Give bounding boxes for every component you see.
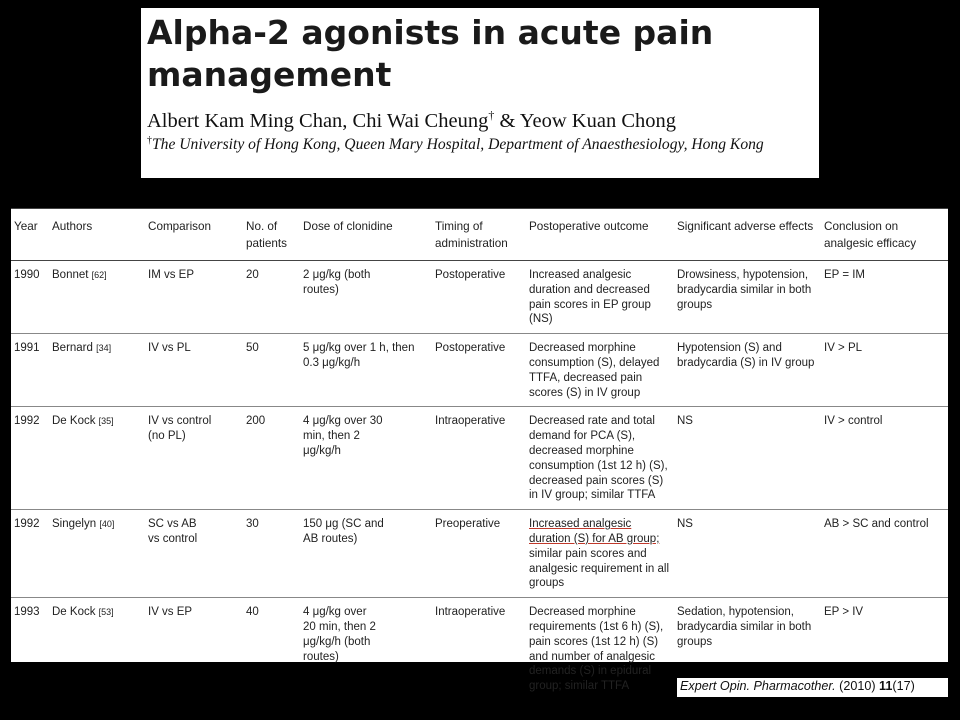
cell-year: 1993 [14,606,40,619]
outcome-text: Decreased morphine requirements (1st 6 h) (S), pain scores (1st 12 h) (S) and number of analgesic demands (S) in epidural group; similar TTFA [529,606,664,693]
cell-adverse: Drowsiness, hypotension, bradycardia similar in both groups [677,269,812,311]
cell-year: 1991 [14,342,40,355]
study-table [11,208,948,700]
cell-patients: 40 [246,606,259,619]
cell-adverse: NS [677,518,693,531]
cell-conclusion: EP > IV [824,606,864,619]
cell-timing: Intraoperative [435,415,506,428]
cell-comparison [145,510,243,598]
cell-patients: 50 [246,342,259,355]
column-header: No. of patients [246,220,287,250]
cell-adverse: Hypotension (S) and bradycardia (S) in IV group [677,342,815,369]
cell-outcome [526,510,674,598]
comparison-text: IV vs control (no PL) [148,415,212,443]
cell-dose [300,261,432,334]
column-header: Authors [52,220,93,233]
table-row [11,261,948,334]
cell-adverse: Sedation, hypotension, bradycardia similar in both groups [677,606,812,648]
cell-year: 1992 [14,518,40,531]
cell-dose [300,407,432,510]
cell-comparison: IM vs EP [148,269,195,281]
cell-timing: Preoperative [435,518,501,531]
paper-title: Alpha-2 agonists in acute pain management [147,13,714,94]
outcome-text: Decreased rate and total demand for PCA (S), decreased morphine consumption (1st 12 h) (S), decreased pain scores (S) in IV group; similar TTFA [529,415,668,502]
cell-outcome [526,261,674,334]
cell-authors [49,407,145,510]
citation-issue: (17) [892,679,915,693]
authors-tail: & Yeow Kuan Chong [494,109,676,132]
cell-year: 1992 [14,415,40,428]
column-header: Comparison [148,220,212,233]
column-header: Conclusion on analgesic efficacy [824,220,917,250]
cell-outcome [526,407,674,510]
dose-text: 150 μg (SC and AB routes) [303,518,384,545]
dose-text: 2 μg/kg (both routes) [303,269,371,296]
outcome-text: Increased analgesic duration and decreased pain scores in EP group (NS) [529,269,651,326]
column-header: Timing of administration [435,220,508,250]
dose-text: 4 μg/kg over 30 min, then 2 μg/kg/h [303,415,383,457]
table-row [11,510,948,598]
cell-authors [49,598,145,700]
author-name: Bonnet [52,269,89,281]
comparison-text: SC vs AB vs control [148,518,198,545]
cell-comparison [145,407,243,510]
journal-name: Expert Opin. Pharmacother. [680,679,836,693]
column-header: Dose of clonidine [303,220,393,233]
reference: [35] [98,416,114,427]
outcome-text: Decreased morphine consumption (S), delayed TTFA, decreased pain scores (S) in IV group [529,342,660,399]
authors-text: Albert Kam Ming Chan, Chi Wai Cheung [147,109,489,132]
cell-adverse: NS [677,415,693,428]
author-name: Singelyn [52,518,97,531]
outcome-highlight: Increased analgesic duration (S) for AB group; [529,518,660,545]
cell-dose [300,510,432,598]
journal-citation [677,678,948,697]
cell-patients: 30 [246,518,259,531]
cell-patients: 200 [246,415,266,428]
dose-text: 4 μg/kg over 20 min, then 2 μg/kg/h (both routes) [303,606,376,663]
cell-authors [49,334,145,407]
author-name: De Kock [52,606,96,619]
affiliation-text: The University of Hong Kong, Queen Mary Hospital, Department of Anaesthesiology, Hong Kong [152,136,764,154]
column-header: Year [14,220,38,233]
author-name: De Kock [52,415,96,428]
reference: [53] [98,607,114,618]
affiliation-mark: † [147,134,152,146]
cell-dose [300,598,432,700]
author-mark: † [488,108,495,122]
cell-conclusion: IV > control [824,415,883,428]
cell-outcome [526,334,674,407]
cell-conclusion: EP = IM [824,269,866,281]
paper-authors [147,108,819,133]
cell-timing: Postoperative [435,342,506,355]
table-header-row [11,209,948,261]
cell-timing: Postoperative [435,269,506,281]
cell-timing: Intraoperative [435,606,506,619]
paper-header [141,8,819,178]
cell-year: 1990 [14,269,40,281]
citation-year: (2010) [839,679,876,693]
reference: [62] [91,270,107,280]
cell-dose: 5 μg/kg over 1 h, then 0.3 μg/kg/h [303,342,415,369]
outcome-text: similar pain scores and analgesic requirement in all groups [529,547,669,590]
cell-comparison: IV vs EP [148,606,193,619]
cell-conclusion: AB > SC and control [824,518,929,531]
cell-patients: 20 [246,269,259,281]
table-row [11,407,948,510]
cell-authors [49,510,145,598]
cell-comparison: IV vs PL [148,342,191,355]
cell-authors [49,261,145,334]
table-row [11,334,948,407]
reference: [34] [96,343,112,354]
citation-volume: 11 [879,679,893,693]
paper-affiliation [147,135,819,154]
column-header: Postoperative outcome [529,220,649,233]
column-header: Significant adverse effects [677,220,814,233]
cell-outcome [526,598,674,700]
cell-conclusion: IV > PL [824,342,863,355]
reference: [40] [99,519,115,530]
author-name: Bernard [52,342,93,355]
